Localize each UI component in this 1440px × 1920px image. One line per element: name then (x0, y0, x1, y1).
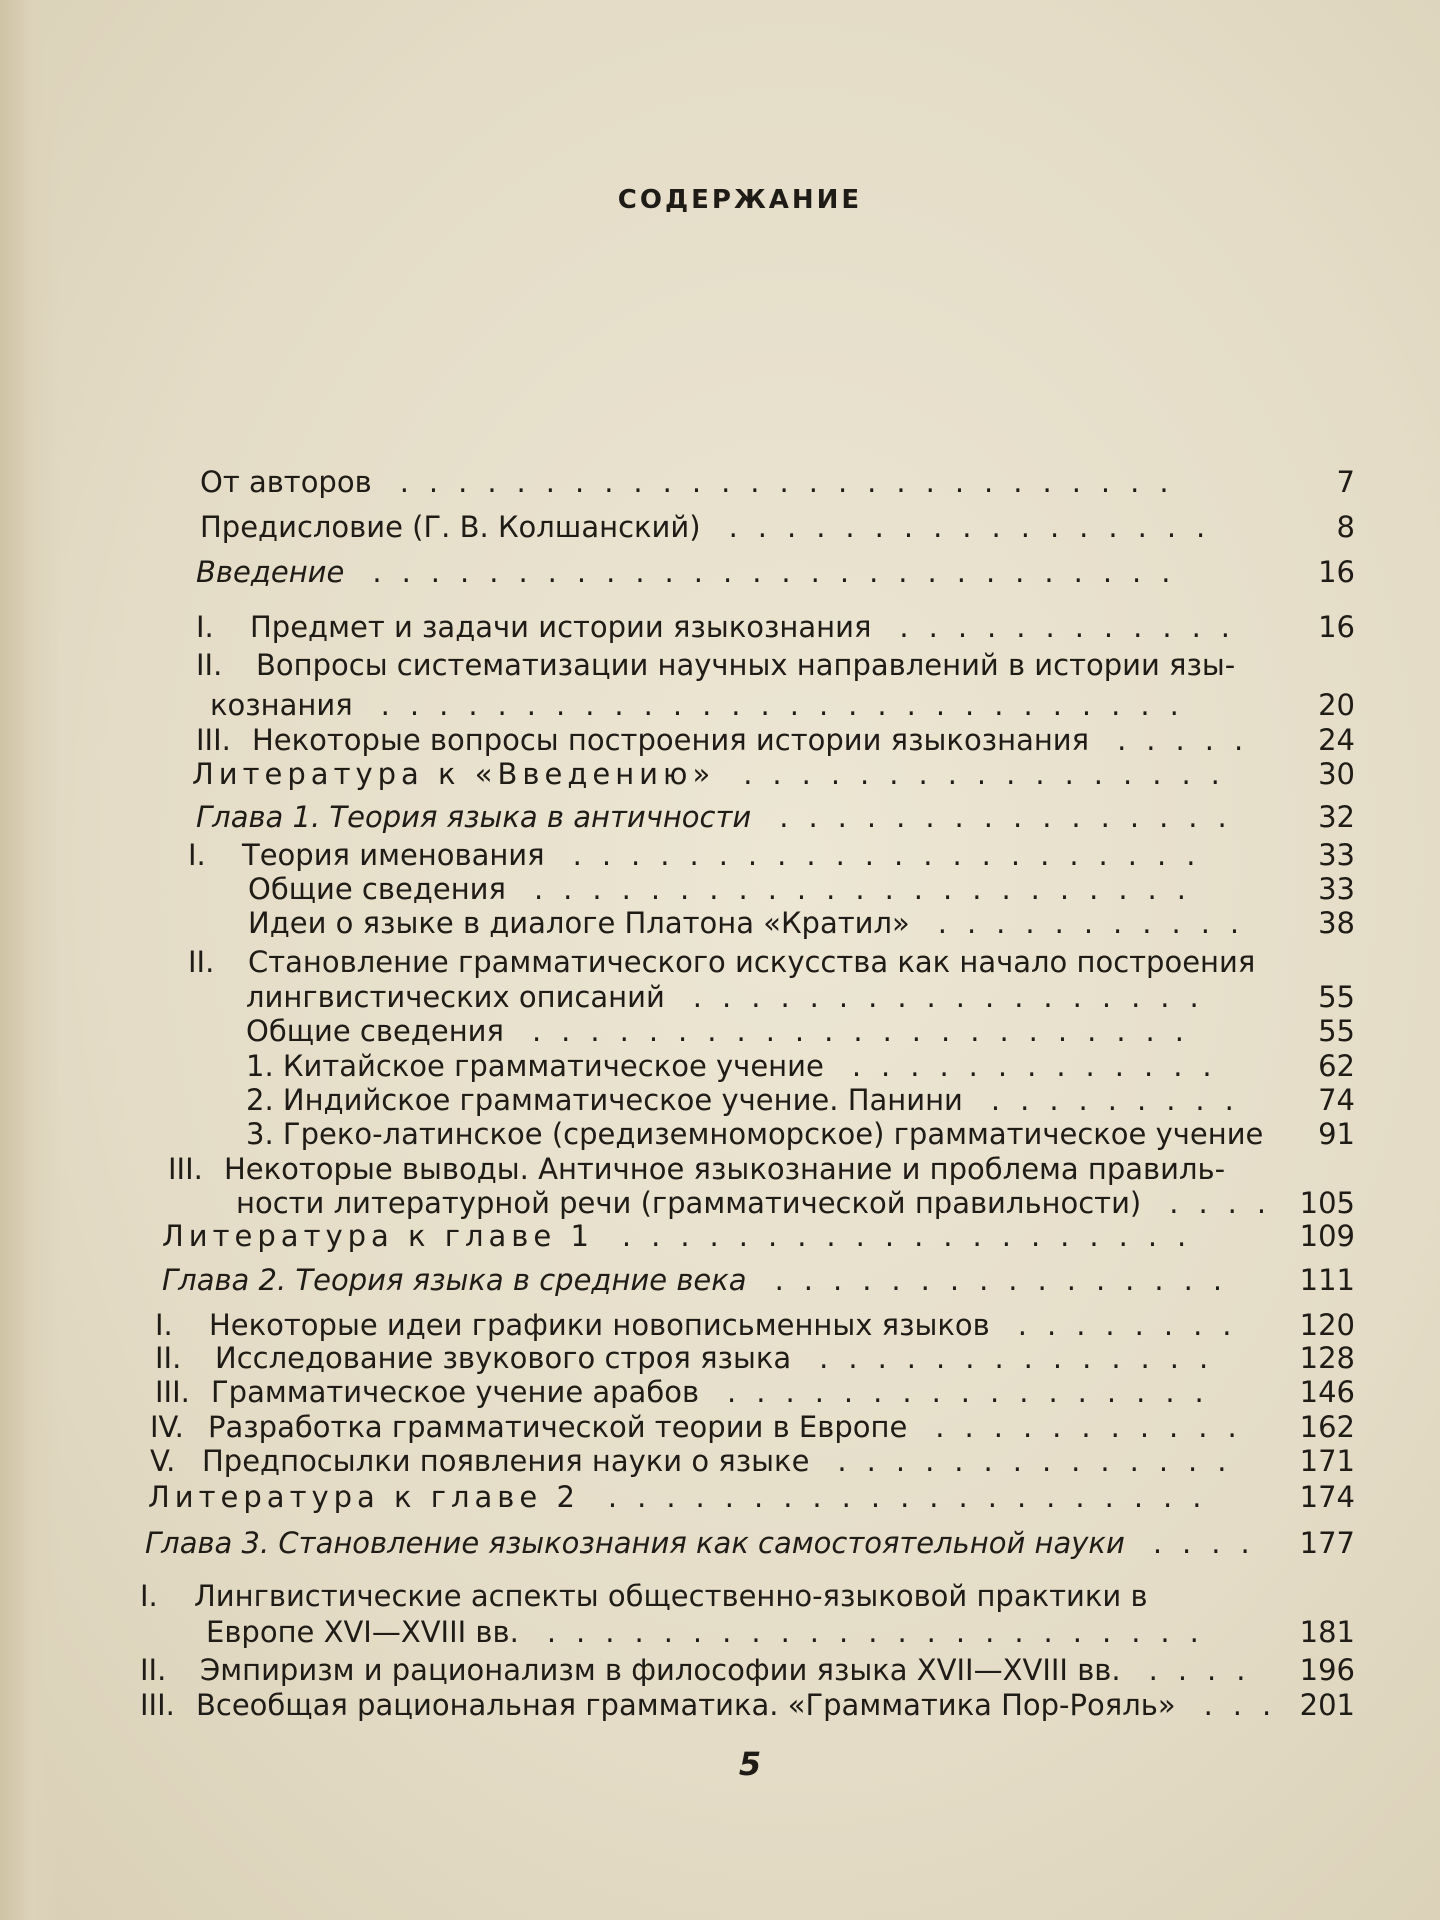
leader-dots: .............. (837, 1444, 1247, 1478)
toc-entry-number: II. (188, 945, 215, 979)
toc-entry-number: III. (140, 1688, 175, 1722)
toc-entry-title: Теория именования (242, 838, 545, 872)
toc-entry (140, 1579, 1440, 1613)
toc-entry-page: 177 (1299, 1526, 1355, 1560)
leader-dots: .... (1148, 1653, 1266, 1687)
toc-entry-title: Всеобщая рациональная грамматика. «Грамматика Пор-Рояль» (196, 1688, 1176, 1722)
toc-entry (248, 906, 1440, 940)
toc-entry (192, 757, 1440, 791)
toc-entry-title: Идеи о языке в диалоге Платона «Кратил» (248, 906, 910, 940)
toc-entry-number: IV. (150, 1410, 184, 1444)
toc-entry (246, 1014, 1440, 1048)
toc-entry-page: 55 (1318, 980, 1355, 1014)
leader-dots: ........... (935, 1410, 1257, 1444)
toc-entry-title: 1. Китайское грамматическое учение (246, 1049, 824, 1083)
leader-dots: ... (1203, 1688, 1292, 1722)
toc-entry-title: От авторов (200, 465, 372, 499)
toc-entry-page: 162 (1299, 1410, 1355, 1444)
toc-entry-title: Некоторые вопросы построения истории языкознания (252, 723, 1090, 757)
toc-entry-title: Предпосылки появления науки о языке (202, 1444, 810, 1478)
toc-entry-page: 16 (1318, 555, 1355, 589)
leader-dots: ................ (774, 1263, 1243, 1297)
toc-entry-number: I. (155, 1308, 173, 1342)
page-number: 5 (738, 1745, 762, 1783)
leader-dots: .................... (621, 1219, 1207, 1253)
leader-dots: .... (1152, 1526, 1270, 1560)
toc-entry-title: Некоторые идеи графики новописьменных языков (209, 1308, 990, 1342)
toc-entry-number: II. (155, 1341, 182, 1375)
toc-entry-page: 16 (1318, 610, 1355, 644)
toc-entry-page: 128 (1299, 1341, 1355, 1375)
toc-entry-number: I. (196, 610, 214, 644)
toc-entry-title: Общие сведения (248, 872, 506, 906)
toc-entry-page: 146 (1299, 1375, 1355, 1409)
toc-entry-page: 38 (1318, 906, 1355, 940)
toc-entry (210, 688, 1440, 722)
toc-entry-page: 196 (1299, 1653, 1355, 1687)
toc-entry (196, 610, 1440, 644)
toc-entry-title: Глава 3. Становление языкознания как самостоятельной науки (145, 1526, 1125, 1560)
toc-entry-title: Общие сведения (246, 1014, 504, 1048)
toc-entry (196, 800, 1440, 834)
toc-entry (246, 980, 1440, 1014)
toc-entry (196, 648, 1440, 682)
toc-entry (140, 1688, 1440, 1722)
toc-entry-page: 7 (1336, 465, 1355, 499)
toc-entry-title: Предисловие (Г. В. Колшанский) (200, 510, 701, 544)
toc-entry-title: Литература к «Введению» (192, 757, 716, 791)
toc-entry (168, 1152, 1440, 1186)
toc-entry-page: 120 (1299, 1308, 1355, 1342)
leader-dots: ................. (743, 757, 1240, 791)
toc-entry-title: Введение (196, 555, 345, 589)
leader-dots: ..................... (607, 1480, 1222, 1514)
toc-entry-title: Европе XVI—XVIII вв. (206, 1615, 519, 1649)
toc-entry-title: Глава 1. Теория языка в античности (196, 800, 752, 834)
toc-entry (196, 555, 1440, 589)
toc-entry (140, 1653, 1440, 1687)
toc-entry (246, 1117, 1440, 1151)
toc-entry (155, 1375, 1440, 1409)
toc-entry-title: лингвистических описаний (246, 980, 665, 1014)
leader-dots: ............. (851, 1049, 1232, 1083)
toc-entry (246, 1049, 1440, 1083)
leader-dots: ............ (899, 610, 1251, 644)
toc-entry-page: 109 (1299, 1219, 1355, 1253)
leader-dots: ..... (1117, 723, 1264, 757)
toc-entry (162, 1219, 1440, 1253)
toc-entry-title: 2. Индийское грамматическое учение. Панини (246, 1083, 963, 1117)
leader-dots: .................. (692, 980, 1219, 1014)
toc-entry-title: Предмет и задачи истории языкознания (250, 610, 872, 644)
leader-dots: ......... (990, 1083, 1254, 1117)
leader-dots: ........................... (399, 465, 1189, 499)
toc-entry-page: 171 (1299, 1444, 1355, 1478)
toc-entry-title: Исследование звукового строя языка (215, 1341, 792, 1375)
toc-entry-page: 8 (1336, 510, 1355, 544)
toc-entry-page: 20 (1318, 688, 1355, 722)
toc-entry (200, 465, 1440, 499)
toc-entry-page: 32 (1318, 800, 1355, 834)
toc-entry-page: 181 (1299, 1615, 1355, 1649)
toc-entry-title: Вопросы систематизации научных направлений в истории язы- (256, 648, 1236, 682)
toc-entry-title: Становление грамматического искусства как начало построения (248, 945, 1256, 979)
toc-entry-title: ности литературной речи (грамматической правильности) (236, 1186, 1142, 1220)
toc-entry (248, 872, 1440, 906)
toc-entry-page: 111 (1299, 1263, 1355, 1297)
toc-entry-title: Литература к главе 2 (148, 1480, 580, 1514)
toc-entry (145, 1526, 1440, 1560)
toc-entry (246, 1083, 1440, 1117)
leader-dots: ....................... (533, 872, 1206, 906)
toc-entry-number: V. (150, 1444, 176, 1478)
toc-entry-title: Эмпиризм и рационализм в философии языка XVII—XVIII вв. (200, 1653, 1121, 1687)
toc-entry-page: 174 (1299, 1480, 1355, 1514)
leader-dots: .............. (819, 1341, 1229, 1375)
leader-dots: ....................... (531, 1014, 1204, 1048)
toc-entry-number: III. (168, 1152, 203, 1186)
toc-entry (150, 1410, 1440, 1444)
toc-entry-number: I. (188, 838, 206, 872)
toc-entry-page: 74 (1318, 1083, 1355, 1117)
leader-dots: ................ (779, 800, 1247, 834)
toc-entry (188, 838, 1440, 872)
toc-entry (188, 945, 1440, 979)
toc-entry-title: 3. Греко-латинское (средиземноморское) грамматическое учение (246, 1117, 1264, 1151)
leader-dots: ........ (1017, 1308, 1252, 1342)
toc-entry (196, 723, 1440, 757)
toc-entry (162, 1263, 1440, 1297)
toc-entry-page: 91 (1318, 1117, 1355, 1151)
toc-entry-page: 55 (1318, 1014, 1355, 1048)
toc-entry-title: Разработка грамматической теории в Европе (208, 1410, 908, 1444)
toc-entry-page: 24 (1318, 723, 1355, 757)
toc-entry-page: 33 (1318, 838, 1355, 872)
toc-entry (206, 1615, 1440, 1649)
toc-entry-title: Литература к главе 1 (162, 1219, 594, 1253)
toc-entry-number: III. (155, 1375, 190, 1409)
leader-dots: .... (1169, 1186, 1287, 1220)
leader-dots: ............................ (372, 555, 1191, 589)
toc-entry-number: II. (196, 648, 223, 682)
toc-entry-title: кознания (210, 688, 353, 722)
toc-entry-page: 201 (1299, 1688, 1355, 1722)
toc-entry-page: 62 (1318, 1049, 1355, 1083)
leader-dots: ...................... (572, 838, 1216, 872)
toc-entry (236, 1186, 1440, 1220)
toc-entry-page: 30 (1318, 757, 1355, 791)
toc-entry-title: Некоторые выводы. Античное языкознание и проблема правиль- (224, 1152, 1226, 1186)
toc-entry-title: Лингвистические аспекты общественно-языковой практики в (194, 1579, 1148, 1613)
toc-entry-page: 33 (1318, 872, 1355, 906)
toc-entry (148, 1480, 1440, 1514)
toc-entry-number: III. (196, 723, 231, 757)
toc-entry-number: I. (140, 1579, 158, 1613)
toc-heading: СОДЕРЖАНИЕ (617, 185, 863, 215)
leader-dots: ....................... (546, 1615, 1219, 1649)
leader-dots: ............................ (380, 688, 1199, 722)
toc-entry (150, 1444, 1440, 1478)
toc-entry-page: 105 (1299, 1186, 1355, 1220)
toc-entry-title: Глава 2. Теория языка в средние века (162, 1263, 747, 1297)
leader-dots: ................. (728, 510, 1226, 544)
toc-entry (155, 1308, 1440, 1342)
leader-dots: ................. (727, 1375, 1224, 1409)
toc-entry (155, 1341, 1440, 1375)
toc-entry-title: Грамматическое учение арабов (211, 1375, 700, 1409)
toc-entry-number: II. (140, 1653, 167, 1687)
toc-entry (200, 510, 1440, 544)
leader-dots: ........... (937, 906, 1260, 940)
